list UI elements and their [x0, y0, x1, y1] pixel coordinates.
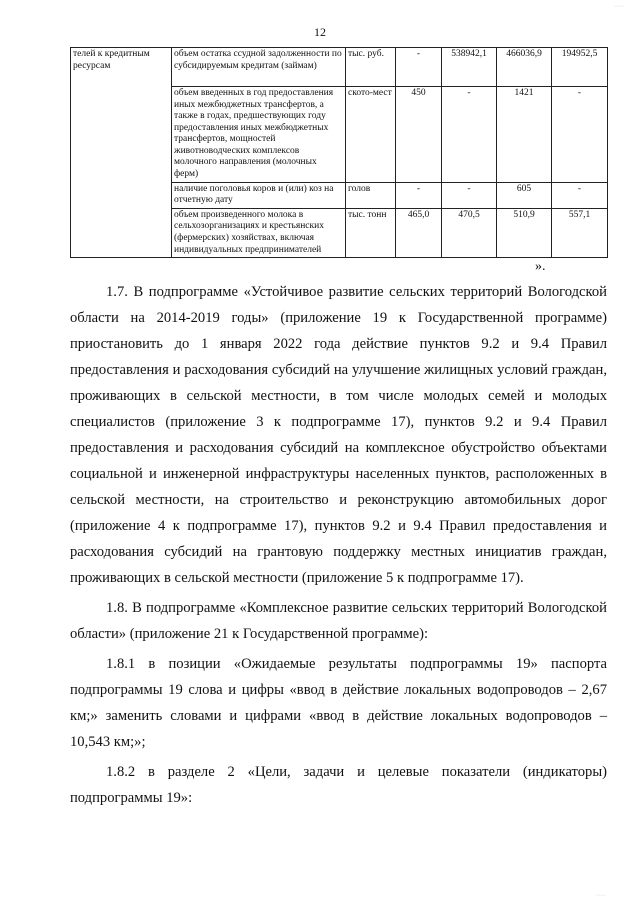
cell-value: 470,5	[442, 208, 497, 257]
cell-group: телей к кредитным ресурсам	[71, 48, 172, 87]
cell-unit: ското-мест	[346, 87, 396, 183]
cell-value: 605	[497, 182, 552, 208]
cell-value: -	[396, 48, 442, 87]
cell-value: -	[442, 182, 497, 208]
paragraph-1-7: 1.7. В подпрограмме «Устойчивое развитие сельских территорий Вологодской области на 2014-2019 годы» (приложение 19 к Государственной программе) приостановить до 1 января 2022 года действие пунктов 9.2 и 9.4 Правил предоставления и расходования субсидий на улучшение жилищных условий граждан, проживающих в сельской местности, в том числе молодых семей и молодых специалистов (приложение 3 к подпрограмме 17), пунктов 9.2 и 9.4 Правил предоставления и расходования субсидий на комплексное обустройство объектами социальной и инженерной инфраструктуры населенных пунктов, расположенных в сельской местности, на строительство и реконструкцию автомобильных дорог (приложение 4 к подпрограмме 17), пунктов 9.2 и 9.4 Правил предоставления и расходования субсидий на грантовую поддержку местных инициатив граждан, проживающих в сельской местности (приложение 5 к подпрограмме 17).	[70, 284, 607, 586]
paragraph-1-8-2: 1.8.2 в разделе 2 «Цели, задачи и целевые показатели (индикаторы) подпрограммы 19»:	[70, 764, 607, 806]
cell-unit: голов	[346, 182, 396, 208]
table-row	[71, 48, 608, 87]
table-row	[71, 208, 608, 257]
cell-value: 538942,1	[442, 48, 497, 87]
cell-value: -	[396, 182, 442, 208]
cell-group	[71, 182, 172, 208]
cell-value: 557,1	[552, 208, 608, 257]
page-number: 12	[314, 25, 326, 39]
cell-value: 1421	[497, 87, 552, 183]
paragraph-1-8-1: 1.8.1 в позиции «Ожидаемые результаты подпрограммы 19» паспорта подпрограммы 19 слова и цифры «ввод в действие локальных водопроводов – 2,67 км;» заменить словами и цифрами «ввод в действие локальных водопроводов – 10,543 км;»;	[70, 656, 607, 750]
cell-group	[71, 208, 172, 257]
cell-unit: тыс. тонн	[346, 208, 396, 257]
cell-value: -	[442, 87, 497, 183]
cell-value: 450	[396, 87, 442, 183]
cell-unit: тыс. руб.	[346, 48, 396, 87]
paragraph-1-8: 1.8. В подпрограмме «Комплексное развитие сельских территорий Вологодской области» (приложение 21 к Государственной программе):	[70, 600, 607, 642]
cell-indicator: объем произведенного молока в сельхозорганизациях и крестьянских (фермерских) хозяйствах, включая индивидуальных предпринимателей	[172, 208, 346, 257]
cell-value: -	[552, 182, 608, 208]
cell-value: 465,0	[396, 208, 442, 257]
cell-value: 466036,9	[497, 48, 552, 87]
scan-mark-bottom: ·····	[596, 893, 606, 899]
table-row	[71, 87, 608, 183]
document-body	[70, 279, 607, 815]
table-row	[71, 182, 608, 208]
closing-quote: ».	[535, 259, 546, 274]
cell-indicator: наличие поголовья коров и (или) коз на отчетную дату	[172, 182, 346, 208]
cell-group	[71, 87, 172, 183]
cell-value: 194952,5	[552, 48, 608, 87]
cell-value: 510,9	[497, 208, 552, 257]
cell-value: -	[552, 87, 608, 183]
cell-indicator: объем остатка ссудной задолженности по субсидируемым кредитам (займам)	[172, 48, 346, 87]
scan-mark-top: ·····	[614, 4, 624, 10]
indicators-table	[70, 47, 608, 258]
cell-indicator: объем введенных в год предоставления иных межбюджетных трансфертов, а также в годах, предшествующих году предоставления иных межбюджетных трансфертов, мощностей животноводческих комплексов молочного направления (молочных ферм)	[172, 87, 346, 183]
